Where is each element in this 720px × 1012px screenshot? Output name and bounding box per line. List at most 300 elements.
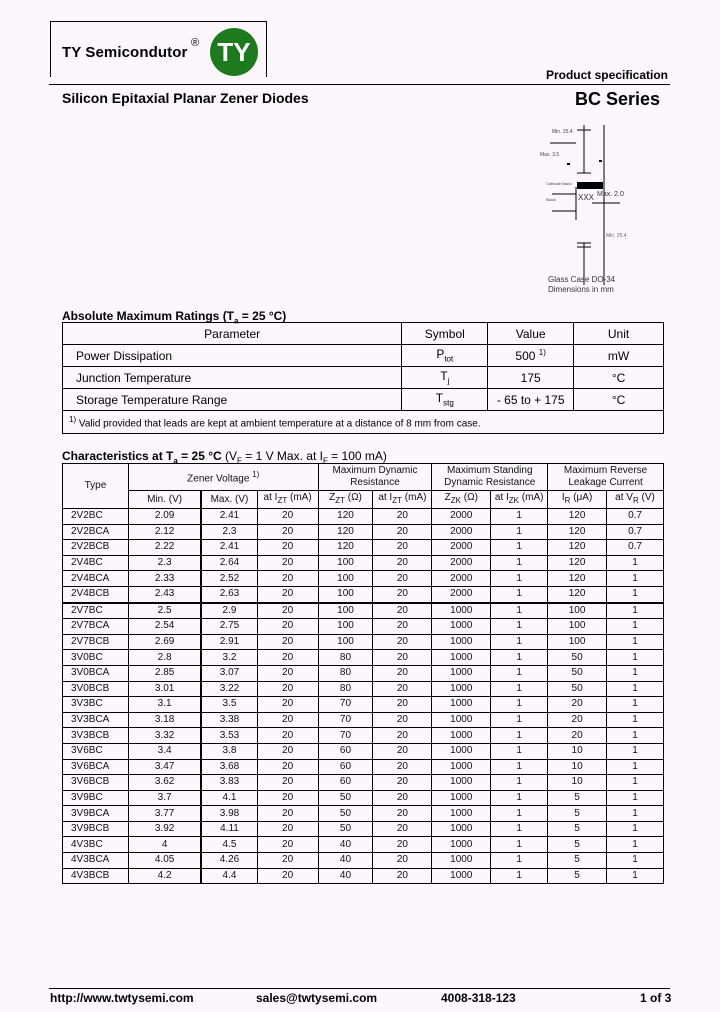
ir-cell: 20: [548, 728, 607, 744]
type-cell: 3V3BCA: [63, 712, 129, 728]
max-v-cell: 3.8: [201, 743, 257, 759]
zzt-cell: 100: [318, 603, 373, 619]
table-row: [63, 540, 664, 556]
zzt-cell: 50: [318, 821, 373, 837]
at-izt-cell: 20: [257, 634, 318, 650]
at-izt-cell: 20: [257, 619, 318, 635]
max-v-cell: 3.98: [201, 806, 257, 822]
at-izt-cell: 20: [257, 837, 318, 853]
char-title-normal: (V: [221, 449, 238, 463]
h-text: Z: [329, 492, 336, 503]
at-izt-cell: 20: [257, 759, 318, 775]
zzk-cell: 2000: [432, 540, 491, 556]
max-v-cell: 2.41: [201, 540, 257, 556]
zzk-cell: 2000: [432, 509, 491, 525]
at-izk-cell: 1: [491, 821, 548, 837]
zzk-cell: 1000: [432, 775, 491, 791]
ir-cell: 5: [548, 853, 607, 869]
at-izk-cell: 1: [491, 650, 548, 666]
type-cell: 3V6BC: [63, 743, 129, 759]
ir-cell: 20: [548, 697, 607, 713]
zzk-cell: 1000: [432, 697, 491, 713]
at-izt-cell: 20: [257, 509, 318, 525]
at-izk-cell: 1: [491, 555, 548, 571]
max-v-cell: 3.68: [201, 759, 257, 775]
at-vr-cell: 1: [607, 586, 664, 602]
min-v-cell: 3.18: [128, 712, 201, 728]
footer-email-link[interactable]: sales@twtysemi.com: [256, 991, 378, 1005]
max-v-cell: 4.4: [201, 868, 257, 884]
type-cell: 3V6BCB: [63, 775, 129, 791]
at-izt-cell: 20: [257, 650, 318, 666]
at-vr-cell: 1: [607, 759, 664, 775]
at-izt2-cell: 20: [373, 509, 432, 525]
zzk-cell: 2000: [432, 586, 491, 602]
table-row: [63, 681, 664, 697]
value-cell: [488, 345, 574, 367]
at-izt-cell: 20: [257, 868, 318, 884]
at-izt-cell: 20: [257, 665, 318, 681]
product-spec-label: Product specification: [545, 68, 668, 82]
at-izt-cell: 20: [257, 790, 318, 806]
min-v-cell: 3.62: [128, 775, 201, 791]
zzk-cell: 1000: [432, 821, 491, 837]
footnote-row: [63, 411, 664, 434]
at-vr-cell: 1: [607, 571, 664, 587]
h-sub: ZT: [277, 496, 288, 505]
h-sub: R: [564, 496, 571, 505]
zzk-cell: 1000: [432, 790, 491, 806]
ir-cell: 5: [548, 837, 607, 853]
max-v-cell: 2.41: [201, 509, 257, 525]
value-cell: - 65 to + 175: [488, 389, 574, 411]
header-type: Type: [63, 464, 129, 509]
at-izt-cell: 20: [257, 821, 318, 837]
at-izt-cell: 20: [257, 743, 318, 759]
at-vr-cell: 0.7: [607, 524, 664, 540]
min-v-cell: 2.54: [128, 619, 201, 635]
at-izt-cell: 20: [257, 853, 318, 869]
at-izt2-cell: 20: [373, 728, 432, 744]
header-max-standing-resistance: Maximum Standing Dynamic Resistance: [432, 464, 548, 491]
ir-cell: 10: [548, 759, 607, 775]
header-zzk: [432, 491, 491, 509]
table-row: [63, 509, 664, 525]
min-v-cell: 2.09: [128, 509, 201, 525]
header-max-dynamic-resistance: Maximum Dynamic Resistance: [318, 464, 432, 491]
table-row: [63, 665, 664, 681]
diagram-label-band: Cathode Band: [546, 181, 572, 186]
h-sub: ZT: [392, 496, 402, 505]
parameter-cell: Power Dissipation: [63, 345, 402, 367]
ir-cell: 120: [548, 571, 607, 587]
at-izt2-cell: 20: [373, 743, 432, 759]
ir-cell: 5: [548, 868, 607, 884]
min-v-cell: 2.69: [128, 634, 201, 650]
table-row: [63, 345, 664, 367]
zzk-cell: 1000: [432, 619, 491, 635]
type-cell: 3V9BC: [63, 790, 129, 806]
at-izk-cell: 1: [491, 790, 548, 806]
zzk-cell: 1000: [432, 759, 491, 775]
char-title-mid: = 1 V Max. at I: [241, 449, 323, 463]
logo-icon: TY: [210, 28, 258, 76]
max-v-cell: 2.91: [201, 634, 257, 650]
max-v-cell: 3.38: [201, 712, 257, 728]
min-v-cell: 3.7: [128, 790, 201, 806]
at-vr-cell: 0.7: [607, 509, 664, 525]
min-v-cell: 3.1: [128, 697, 201, 713]
table-row: [63, 728, 664, 744]
at-izt2-cell: 20: [373, 586, 432, 602]
zzt-cell: 70: [318, 712, 373, 728]
parameter-cell: Storage Temperature Range: [63, 389, 402, 411]
zzt-cell: 70: [318, 728, 373, 744]
type-cell: 4V3BCA: [63, 853, 129, 869]
abs-max-title-text: Absolute Maximum Ratings (T: [62, 309, 235, 323]
symbol-cell: [402, 389, 488, 411]
max-v-cell: 3.22: [201, 681, 257, 697]
footer-divider: [49, 988, 670, 989]
at-vr-cell: 1: [607, 775, 664, 791]
at-izk-cell: 1: [491, 540, 548, 556]
at-izt-cell: 20: [257, 728, 318, 744]
zzt-cell: 80: [318, 681, 373, 697]
symbol-text: T: [435, 391, 444, 406]
symbol-text: T: [440, 369, 448, 384]
symbol-cell: [402, 367, 488, 389]
diagram-label-diameter: Max. 2.0: [597, 191, 624, 198]
zzt-cell: 120: [318, 540, 373, 556]
value-footnote: 1): [538, 348, 546, 357]
header-at-izt-2: [373, 491, 432, 509]
table-row: [63, 586, 664, 602]
min-v-cell: 4: [128, 837, 201, 853]
header-symbol: Symbol: [402, 323, 488, 345]
type-cell: 2V4BC: [63, 555, 129, 571]
at-izt-cell: 20: [257, 603, 318, 619]
at-izt-cell: 20: [257, 540, 318, 556]
at-izt2-cell: 20: [373, 665, 432, 681]
h-sub: ZK: [450, 496, 461, 505]
unit-cell: °C: [574, 367, 664, 389]
h-text: at V: [615, 492, 633, 503]
company-name: TY Semicondutor: [62, 44, 188, 61]
at-vr-cell: 1: [607, 697, 664, 713]
table-row: [63, 524, 664, 540]
at-izk-cell: 1: [491, 837, 548, 853]
at-izt2-cell: 20: [373, 790, 432, 806]
zzt-cell: 60: [318, 775, 373, 791]
zzt-cell: 120: [318, 509, 373, 525]
h-tail: (μA): [570, 492, 593, 503]
at-izt2-cell: 20: [373, 775, 432, 791]
characteristics-table: [62, 463, 664, 884]
abs-max-title-sub: a: [234, 316, 239, 326]
ir-cell: 20: [548, 712, 607, 728]
zzk-cell: 1000: [432, 650, 491, 666]
header-value: Value: [488, 323, 574, 345]
table-row: [63, 389, 664, 411]
zzt-cell: 100: [318, 586, 373, 602]
diagram-label-top: Min. 25.4: [552, 129, 573, 135]
table-row: [63, 775, 664, 791]
max-v-cell: 3.83: [201, 775, 257, 791]
header-unit: Unit: [574, 323, 664, 345]
abs-max-header-row: [63, 323, 664, 345]
at-izk-cell: 1: [491, 775, 548, 791]
ir-cell: 5: [548, 821, 607, 837]
zzk-cell: 1000: [432, 603, 491, 619]
h-sub: ZT: [335, 496, 345, 505]
type-cell: 3V3BC: [63, 697, 129, 713]
table-row: [63, 868, 664, 884]
char-group-header-row: [63, 464, 664, 491]
type-cell: 2V4BCA: [63, 571, 129, 587]
zzk-cell: 1000: [432, 743, 491, 759]
min-v-cell: 3.77: [128, 806, 201, 822]
at-izk-cell: 1: [491, 619, 548, 635]
at-izk-cell: 1: [491, 509, 548, 525]
abs-max-table: [62, 322, 664, 434]
char-sub-header-row: [63, 491, 664, 509]
zzt-cell: 80: [318, 665, 373, 681]
zzt-cell: 100: [318, 571, 373, 587]
table-row: [63, 821, 664, 837]
at-vr-cell: 1: [607, 665, 664, 681]
symbol-sub: tot: [444, 354, 454, 364]
char-title-end: = 100 mA): [327, 449, 387, 463]
ir-cell: 120: [548, 586, 607, 602]
at-izt-cell: 20: [257, 571, 318, 587]
at-izt2-cell: 20: [373, 524, 432, 540]
zzk-cell: 1000: [432, 665, 491, 681]
table-row: [63, 837, 664, 853]
table-row: [63, 743, 664, 759]
at-izk-cell: 1: [491, 712, 548, 728]
at-vr-cell: 1: [607, 837, 664, 853]
at-vr-cell: 1: [607, 634, 664, 650]
min-v-cell: 4.05: [128, 853, 201, 869]
min-v-cell: 2.22: [128, 540, 201, 556]
at-izt2-cell: 20: [373, 650, 432, 666]
at-izk-cell: 1: [491, 868, 548, 884]
min-v-cell: 3.4: [128, 743, 201, 759]
zzt-cell: 40: [318, 853, 373, 869]
ir-cell: 50: [548, 650, 607, 666]
at-izt2-cell: 20: [373, 759, 432, 775]
table-row: [63, 790, 664, 806]
table-row: [63, 619, 664, 635]
max-v-cell: 2.52: [201, 571, 257, 587]
max-v-cell: 3.53: [201, 728, 257, 744]
symbol-sub: j: [447, 376, 450, 386]
symbol-cell: [402, 345, 488, 367]
at-vr-cell: 1: [607, 821, 664, 837]
zzt-cell: 60: [318, 759, 373, 775]
footer-page-number: 1 of 3: [640, 991, 672, 1005]
table-row: [63, 603, 664, 619]
at-izk-cell: 1: [491, 586, 548, 602]
ir-cell: 120: [548, 540, 607, 556]
header-zzt: [318, 491, 373, 509]
value-cell: 175: [488, 367, 574, 389]
h-tail: (Ω): [461, 492, 478, 503]
table-row: [63, 853, 664, 869]
zzt-cell: 40: [318, 868, 373, 884]
at-vr-cell: 1: [607, 868, 664, 884]
ir-cell: 5: [548, 806, 607, 822]
zzk-cell: 1000: [432, 712, 491, 728]
at-vr-cell: 1: [607, 555, 664, 571]
at-izt2-cell: 20: [373, 853, 432, 869]
page-title: Silicon Epitaxial Planar Zener Diodes: [62, 90, 309, 106]
at-izt-cell: 20: [257, 775, 318, 791]
abs-max-title-tail: = 25 °C): [238, 309, 287, 323]
zener-voltage-footnote: 1): [252, 469, 260, 479]
at-vr-cell: 1: [607, 681, 664, 697]
table-row: [63, 806, 664, 822]
zzt-cell: 100: [318, 619, 373, 635]
unit-cell: mW: [574, 345, 664, 367]
at-izk-cell: 1: [491, 728, 548, 744]
at-vr-cell: 1: [607, 743, 664, 759]
type-cell: 3V0BCA: [63, 665, 129, 681]
header-ir: [548, 491, 607, 509]
at-vr-cell: 1: [607, 650, 664, 666]
zzk-cell: 1000: [432, 853, 491, 869]
footnote-text: Valid provided that leads are kept at ambient temperature at a distance of 8 mm from case.: [76, 418, 481, 430]
char-title-sub: a: [173, 456, 178, 466]
diagram-label-length: Max. 3.5: [540, 152, 560, 158]
max-v-cell: 4.5: [201, 837, 257, 853]
type-cell: 4V3BC: [63, 837, 129, 853]
min-v-cell: 3.47: [128, 759, 201, 775]
zzt-cell: 60: [318, 743, 373, 759]
type-cell: 3V3BCB: [63, 728, 129, 744]
type-cell: 2V4BCB: [63, 586, 129, 602]
symbol-sub: stg: [443, 398, 454, 408]
type-cell: 3V9BCA: [63, 806, 129, 822]
h-tail: (mA): [402, 492, 427, 503]
header-at-izt: [257, 491, 318, 509]
at-izt-cell: 20: [257, 697, 318, 713]
ir-cell: 120: [548, 509, 607, 525]
table-row: [63, 712, 664, 728]
at-izk-cell: 1: [491, 681, 548, 697]
min-v-cell: 2.3: [128, 555, 201, 571]
min-v-cell: 3.92: [128, 821, 201, 837]
header-at-vr: [607, 491, 664, 509]
max-v-cell: 2.75: [201, 619, 257, 635]
zzk-cell: 1000: [432, 681, 491, 697]
type-cell: 2V2BCA: [63, 524, 129, 540]
zzk-cell: 1000: [432, 837, 491, 853]
footnote-mark: 1): [69, 414, 77, 424]
char-title-if-sub: F: [322, 456, 328, 466]
at-izt2-cell: 20: [373, 634, 432, 650]
ir-cell: 120: [548, 524, 607, 540]
at-izt-cell: 20: [257, 555, 318, 571]
max-v-cell: 4.11: [201, 821, 257, 837]
min-v-cell: 3.01: [128, 681, 201, 697]
ir-cell: 100: [548, 603, 607, 619]
zzt-cell: 70: [318, 697, 373, 713]
ir-cell: 5: [548, 790, 607, 806]
min-v-cell: 2.5: [128, 603, 201, 619]
diagram-caption-case: Glass Case DO-34: [548, 275, 616, 284]
zzk-cell: 1000: [432, 728, 491, 744]
ir-cell: 100: [548, 634, 607, 650]
at-izt2-cell: 20: [373, 697, 432, 713]
max-v-cell: 4.26: [201, 853, 257, 869]
at-izt2-cell: 20: [373, 571, 432, 587]
zzk-cell: 2000: [432, 555, 491, 571]
at-izt2-cell: 20: [373, 555, 432, 571]
table-row: [63, 571, 664, 587]
type-cell: 3V6BCA: [63, 759, 129, 775]
zzt-cell: 80: [318, 650, 373, 666]
at-izk-cell: 1: [491, 524, 548, 540]
characteristics-body: [63, 509, 664, 884]
diagram-label-black: Black: [546, 197, 556, 202]
h-tail: (mA): [519, 492, 544, 503]
min-v-cell: 2.43: [128, 586, 201, 602]
at-izk-cell: 1: [491, 571, 548, 587]
at-vr-cell: 1: [607, 712, 664, 728]
type-cell: 2V7BCB: [63, 634, 129, 650]
max-v-cell: 2.64: [201, 555, 257, 571]
min-v-cell: 4.2: [128, 868, 201, 884]
max-v-cell: 3.07: [201, 665, 257, 681]
zzk-cell: 2000: [432, 571, 491, 587]
at-izt2-cell: 20: [373, 681, 432, 697]
at-izt2-cell: 20: [373, 712, 432, 728]
zener-voltage-text: Zener Voltage: [187, 473, 250, 485]
header-max-leakage-current: Maximum Reverse Leakage Current: [548, 464, 664, 491]
min-v-cell: 3.32: [128, 728, 201, 744]
h-text: I: [561, 492, 565, 503]
h-text: at I: [494, 492, 509, 503]
at-izk-cell: 1: [491, 806, 548, 822]
footer-phone: 4008-318-123: [441, 991, 516, 1005]
char-title-bold: Characteristics at T: [62, 449, 174, 463]
h-sub: ZK: [508, 496, 520, 505]
h-text: Z: [444, 492, 451, 503]
min-v-cell: 2.85: [128, 665, 201, 681]
zzt-cell: 100: [318, 555, 373, 571]
zzt-cell: 120: [318, 524, 373, 540]
zzt-cell: 100: [318, 634, 373, 650]
table-row: [63, 697, 664, 713]
diagram-caption-units: Dimensions in mm: [548, 285, 614, 294]
unit-cell: °C: [574, 389, 664, 411]
char-title-vf-sub: F: [237, 456, 242, 466]
zzt-cell: 50: [318, 790, 373, 806]
zzt-cell: 50: [318, 806, 373, 822]
zzk-cell: 1000: [432, 868, 491, 884]
zzt-cell: 40: [318, 837, 373, 853]
registered-mark: ®: [191, 37, 200, 49]
ir-cell: 10: [548, 743, 607, 759]
at-izk-cell: 1: [491, 634, 548, 650]
parameter-cell: Junction Temperature: [63, 367, 402, 389]
ir-cell: 50: [548, 681, 607, 697]
at-vr-cell: 0.7: [607, 540, 664, 556]
package-diagram: [540, 125, 650, 300]
footer-website-link[interactable]: http://www.twtysemi.com: [50, 991, 194, 1005]
at-izt-cell: 20: [257, 681, 318, 697]
